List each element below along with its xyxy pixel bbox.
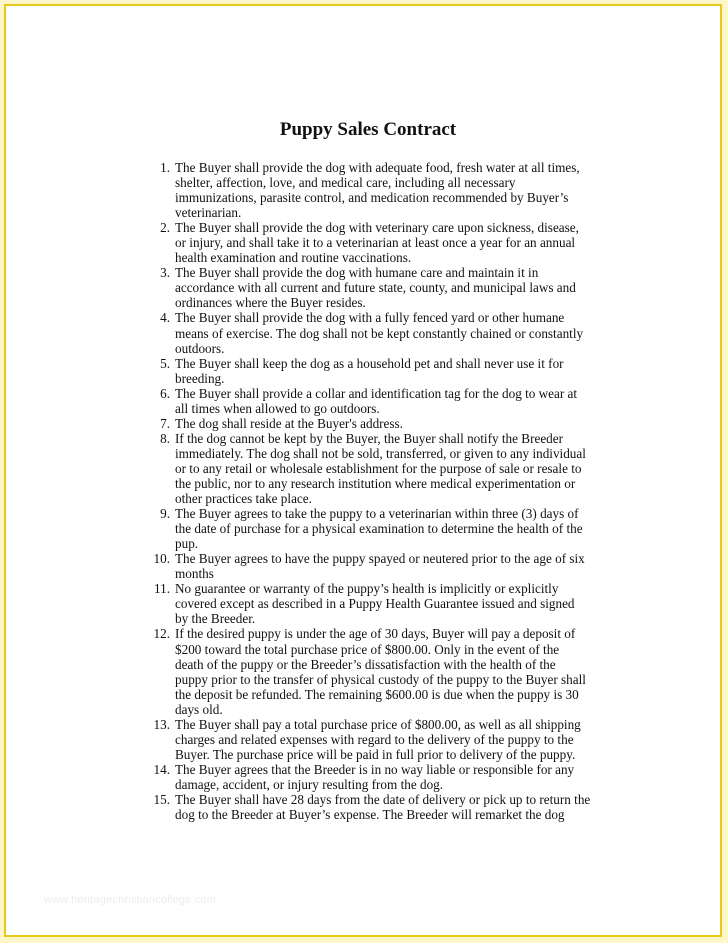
clause-text-line: The Buyer shall pay a total purchase price of $800.00, as well as all shipping bbox=[175, 716, 581, 732]
clause-text-line: immediately. The dog shall not be sold, transferred, or given to any individual bbox=[175, 445, 586, 461]
clause-text-line: The Buyer agrees to take the puppy to a veterinarian within three (3) days of bbox=[175, 506, 579, 522]
clause-text-line: shelter, affection, love, and medical care, including all necessary bbox=[175, 175, 516, 191]
clause-number: 2. bbox=[160, 220, 170, 236]
clause-text-line: The Buyer shall have 28 days from the date of delivery or pick up to return the bbox=[175, 791, 591, 807]
clause-3 bbox=[146, 265, 626, 310]
clause-number: 14. bbox=[153, 761, 170, 777]
clause-text-line: puppy prior to the transfer of physical custody of the puppy to the Buyer shall bbox=[175, 671, 586, 687]
clause-10 bbox=[146, 551, 626, 581]
clause-5 bbox=[146, 356, 626, 386]
clause-text-line: The Buyer agrees to have the puppy spayed or neutered prior to the age of six bbox=[175, 551, 585, 567]
clause-number: 10. bbox=[153, 551, 170, 567]
clause-7 bbox=[146, 416, 626, 431]
clause-number: 9. bbox=[160, 506, 170, 522]
clause-number: 4. bbox=[160, 310, 170, 326]
clause-text-line: The Buyer shall provide the dog with humane care and maintain it in bbox=[175, 265, 539, 281]
clause-text-line: dog to the Breeder at Buyer’s expense. The Breeder will remarket the dog bbox=[175, 807, 565, 823]
clause-text-line: The Buyer shall keep the dog as a household pet and shall never use it for bbox=[175, 355, 564, 371]
clause-text-line: the deposit be refunded. The remaining $600.00 is due when the puppy is 30 bbox=[175, 686, 579, 702]
clause-text-line: immunizations, parasite control, and medication recommended by Buyer’s bbox=[175, 190, 569, 206]
clause-text-line: all times when allowed to go outdoors. bbox=[175, 400, 380, 416]
clause-text-line: days old. bbox=[175, 701, 223, 717]
clause-text-line: The Buyer shall provide the dog with veterinary care upon sickness, disease, bbox=[175, 220, 579, 236]
clause-number: 6. bbox=[160, 385, 170, 401]
clause-text-line: veterinarian. bbox=[175, 205, 242, 221]
clause-number: 3. bbox=[160, 265, 170, 281]
document-page bbox=[4, 4, 722, 937]
clause-text-line: outdoors. bbox=[175, 340, 225, 356]
clause-number: 12. bbox=[153, 626, 170, 642]
clause-11 bbox=[146, 581, 626, 626]
clause-text-line: charges and related expenses with regard to the delivery of the puppy to the bbox=[175, 731, 574, 747]
clause-13 bbox=[146, 717, 626, 762]
clause-text-line: covered except as described in a Puppy Health Guarantee issued and signed bbox=[175, 596, 575, 612]
clause-text-line: months bbox=[175, 566, 214, 582]
clause-text-line: means of exercise. The dog shall not be kept constantly chained or constantly bbox=[175, 325, 584, 341]
clause-text-line: accordance with all current and future state, county, and municipal laws and bbox=[175, 280, 576, 296]
clause-text-line: death of the puppy or the Breeder’s dissatisfaction with the health of the bbox=[175, 656, 556, 672]
clause-text-line: or injury, and shall take it to a veterinarian at least once a year for an annual bbox=[175, 235, 576, 251]
clause-12 bbox=[146, 626, 626, 716]
clause-text-line: The Buyer shall provide a collar and identification tag for the dog to wear at bbox=[175, 385, 578, 401]
clause-list bbox=[146, 160, 626, 822]
clause-text-line: the date of purchase for a physical examination to determine the health of the bbox=[175, 521, 583, 537]
clause-text-line: No guarantee or warranty of the puppy’s health is implicitly or explicitly bbox=[175, 581, 559, 597]
clause-text-line: The dog shall reside at the Buyer's address. bbox=[175, 415, 403, 431]
clause-text-line: The Buyer shall provide the dog with a fully fenced yard or other humane bbox=[175, 310, 565, 326]
clause-8 bbox=[146, 431, 626, 506]
clause-text-line: by the Breeder. bbox=[175, 611, 256, 627]
clause-text-line: pup. bbox=[175, 536, 199, 552]
clause-text-line: If the desired puppy is under the age of 30 days, Buyer will pay a deposit of bbox=[175, 626, 576, 642]
clause-number: 8. bbox=[160, 430, 170, 446]
clause-number: 15. bbox=[153, 791, 170, 807]
clause-text-line: health examination and routine vaccinations. bbox=[175, 250, 412, 266]
clause-text-line: $200 toward the total purchase price of $800.00. Only in the event of the bbox=[175, 641, 560, 657]
clause-text-line: If the dog cannot be kept by the Buyer, the Buyer shall notify the Breeder bbox=[175, 430, 564, 446]
clause-text-line: or to any retail or wholesale establishment for the purpose of sale or resale to bbox=[175, 460, 582, 476]
clause-number: 5. bbox=[160, 355, 170, 371]
clause-text-line: other practices take place. bbox=[175, 491, 312, 507]
clause-text-line: damage, accident, or injury resulting from the dog. bbox=[175, 776, 444, 792]
contract-title: Puppy Sales Contract bbox=[279, 119, 457, 140]
clause-15 bbox=[146, 792, 626, 822]
clause-number: 1. bbox=[160, 160, 170, 175]
clause-number: 11. bbox=[154, 581, 170, 597]
clause-text-line: ordinances where the Buyer resides. bbox=[175, 295, 366, 311]
clause-14 bbox=[146, 762, 626, 792]
clause-1 bbox=[146, 160, 626, 220]
clause-number: 13. bbox=[153, 716, 170, 732]
clause-2 bbox=[146, 220, 626, 265]
clause-6 bbox=[146, 386, 626, 416]
clause-text-line: the public, nor to any research institution where medical experimentation or bbox=[175, 475, 576, 491]
clause-text-line: Buyer. The purchase price will be paid in full prior to delivery of the puppy. bbox=[175, 746, 576, 762]
clause-text-line: breeding. bbox=[175, 370, 225, 386]
clause-number: 7. bbox=[160, 415, 170, 431]
watermark-text: www.heritagechristiancollege.com bbox=[44, 894, 217, 906]
clause-text-line: The Buyer shall provide the dog with adequate food, fresh water at all times, bbox=[175, 160, 580, 175]
clause-9 bbox=[146, 506, 626, 551]
clause-text-line: The Buyer agrees that the Breeder is in no way liable or responsible for any bbox=[175, 761, 575, 777]
clause-4 bbox=[146, 310, 626, 355]
